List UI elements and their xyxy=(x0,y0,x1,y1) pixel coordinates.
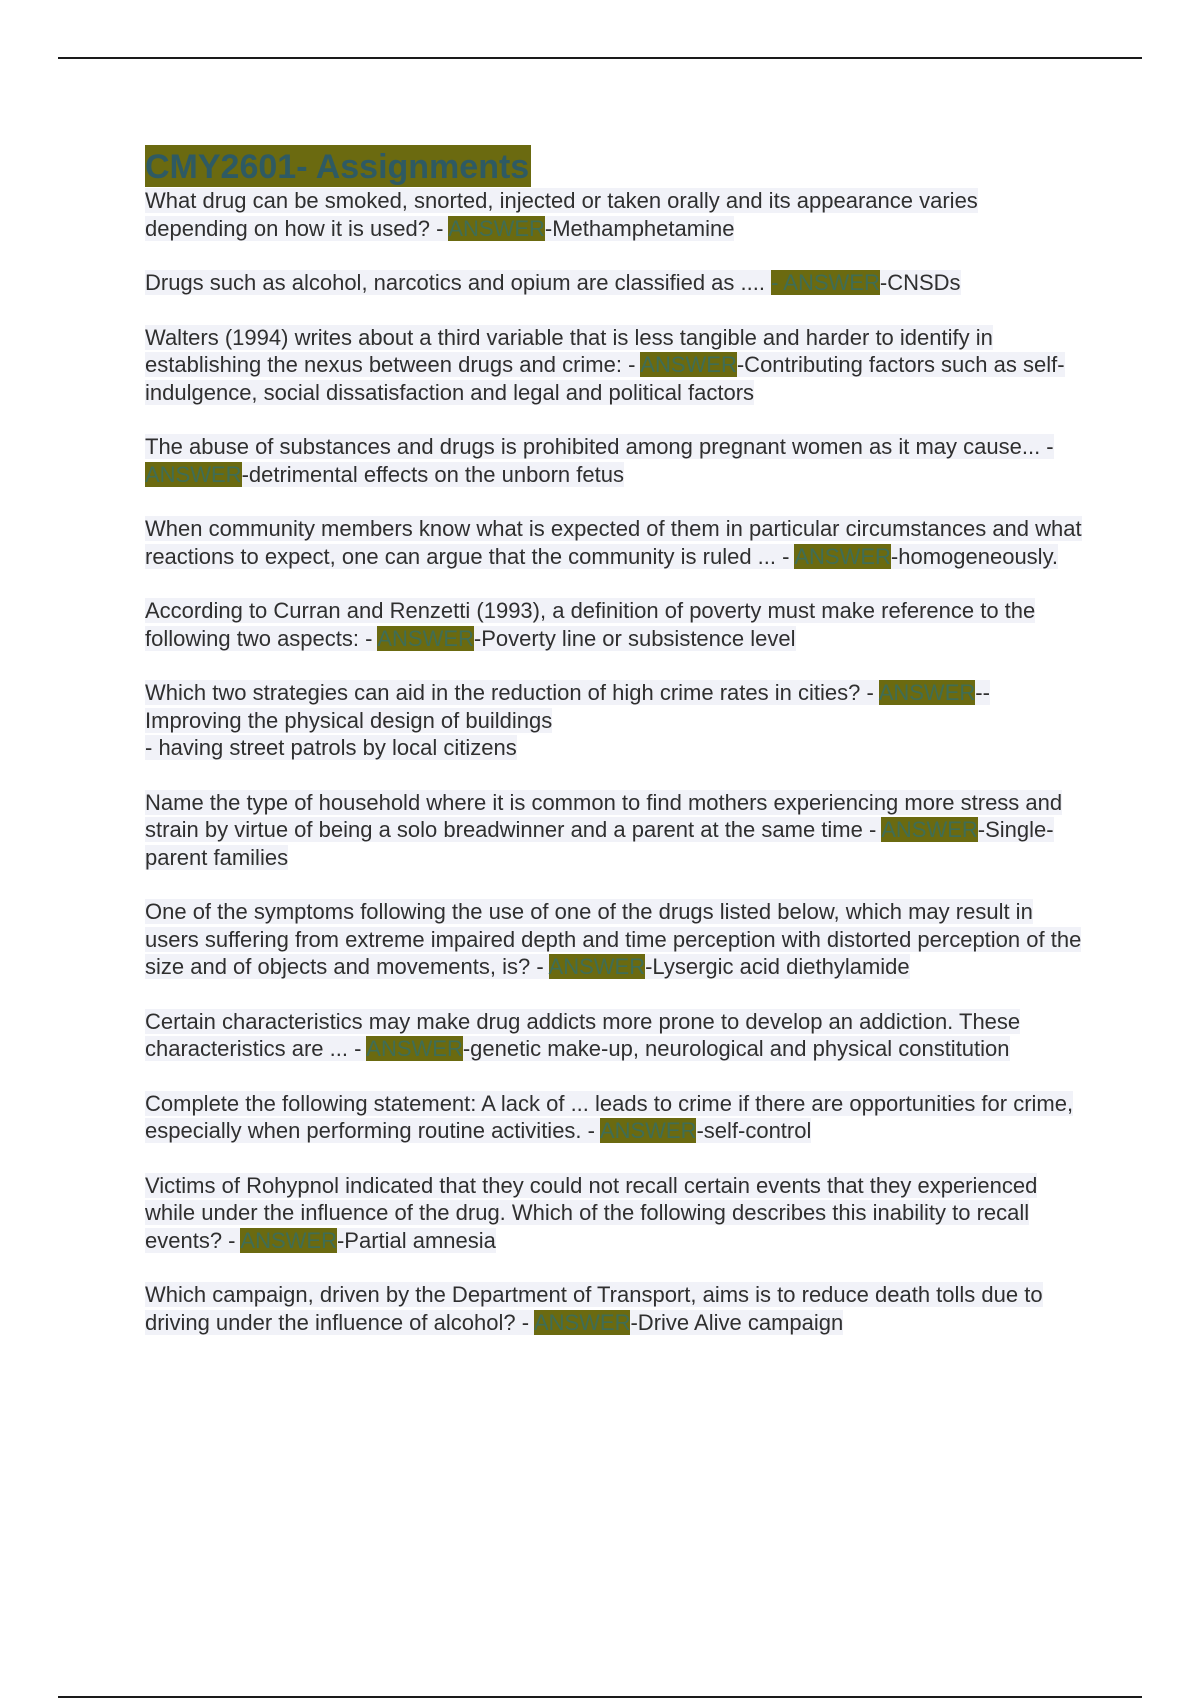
qa-item xyxy=(145,324,1085,407)
answer-label: - ANSWER xyxy=(771,270,880,295)
question-text: According to Curran and Renzetti (1993), a definition of poverty must make reference to the following two aspects: - xyxy=(145,598,1036,651)
answer-text: -CNSDs xyxy=(879,270,961,295)
answer-text: -homogeneously. xyxy=(890,543,1059,569)
qa-item xyxy=(145,515,1085,570)
qa-item xyxy=(145,1281,1085,1336)
answer-text: -genetic make-up, neurological and physical constitution xyxy=(462,1036,1010,1061)
answer-text: -Drive Alive campaign xyxy=(630,1309,844,1335)
qa-item xyxy=(145,187,1085,242)
document-title: CMY2601- Assignments xyxy=(145,145,531,187)
answer-label: ANSWER xyxy=(878,680,976,705)
answer-label: ANSWER xyxy=(794,543,891,569)
answer-label: ANSWER xyxy=(881,817,978,842)
qa-item xyxy=(145,597,1085,652)
answer-label: ANSWER xyxy=(366,1036,463,1061)
answer-label: ANSWER xyxy=(448,215,545,241)
answer-text: -Methamphetamine xyxy=(544,215,735,241)
answer-label: ANSWER xyxy=(599,1118,697,1143)
qa-item xyxy=(145,269,1085,297)
answer-label: ANSWER xyxy=(240,1227,337,1253)
question-text: Which campaign, driven by the Department of Transport, aims is to reduce death tolls due to driving under the influence of alcohol? - xyxy=(145,1282,1043,1335)
question-text: Walters (1994) writes about a third variable that is less tangible and harder to identify in establishing the nexus between drugs and crime: - xyxy=(145,324,993,377)
answer-text-line-2: - having street patrols by local citizens xyxy=(145,735,517,760)
question-text: Drugs such as alcohol, narcotics and opium are classified as .... xyxy=(145,270,772,295)
qa-item xyxy=(145,1172,1085,1255)
answer-text: -Single-parent families xyxy=(145,817,1054,870)
answer-text: -Lysergic acid diethylamide xyxy=(645,954,910,979)
qa-item xyxy=(145,898,1085,981)
document-body xyxy=(145,145,1085,1363)
question-text: Victims of Rohypnol indicated that they could not recall certain events that they experienced while under the influence of the drug. Which of the following describes this inability to recall events? - xyxy=(145,1172,1038,1253)
header-rule xyxy=(58,57,1142,59)
question-text: Name the type of household where it is common to find mothers experiencing more stress and strain by virtue of being a solo breadwinner and a parent at the same time - xyxy=(145,789,1063,842)
question-text: What drug can be smoked, snorted, injected or taken orally and its appearance varies depending on how it is used? - xyxy=(145,188,978,241)
qa-item xyxy=(145,789,1085,872)
question-text: One of the symptoms following the use of one of the drugs listed below, which may result in users suffering from extreme impaired depth and time perception with distorted perception of the size and of objects and movements, is? - xyxy=(145,899,1082,979)
qa-item xyxy=(145,1090,1085,1145)
question-text: Complete the following statement: A lack of ... leads to crime if there are opportunities for crime, especially when performing routine activities. - xyxy=(145,1090,1074,1143)
qa-item xyxy=(145,679,1085,762)
question-text: When community members know what is expected of them in particular circumstances and what reactions to expect, one can argue that the community is ruled ... - xyxy=(145,516,1082,569)
question-text: Which two strategies can aid in the reduction of high crime rates in cities? - xyxy=(145,680,879,705)
answer-label: ANSWER xyxy=(533,1309,631,1335)
question-text: The abuse of substances and drugs is prohibited among pregnant women as it may cause... - xyxy=(145,434,1054,459)
qa-list xyxy=(145,187,1085,1336)
answer-label: ANSWER xyxy=(548,954,646,979)
qa-item xyxy=(145,433,1085,488)
answer-label: ANSWER xyxy=(377,625,474,651)
answer-text: -Poverty line or subsistence level xyxy=(473,625,796,651)
answer-text: -Partial amnesia xyxy=(336,1227,496,1253)
qa-item xyxy=(145,1008,1085,1063)
answer-text: -- Improving the physical design of buildings xyxy=(145,680,990,733)
answer-label: ANSWER xyxy=(145,461,242,487)
question-text: Certain characteristics may make drug addicts more prone to develop an addiction. These characteristics are ... - xyxy=(145,1008,1021,1061)
answer-text: -Contributing factors such as self-indulgence, social dissatisfaction and legal and political factors xyxy=(145,352,1065,405)
footer-rule xyxy=(58,1696,1142,1698)
answer-text: -self-control xyxy=(696,1118,812,1143)
answer-text: -detrimental effects on the unborn fetus xyxy=(241,461,624,487)
answer-label: ANSWER xyxy=(640,352,737,377)
